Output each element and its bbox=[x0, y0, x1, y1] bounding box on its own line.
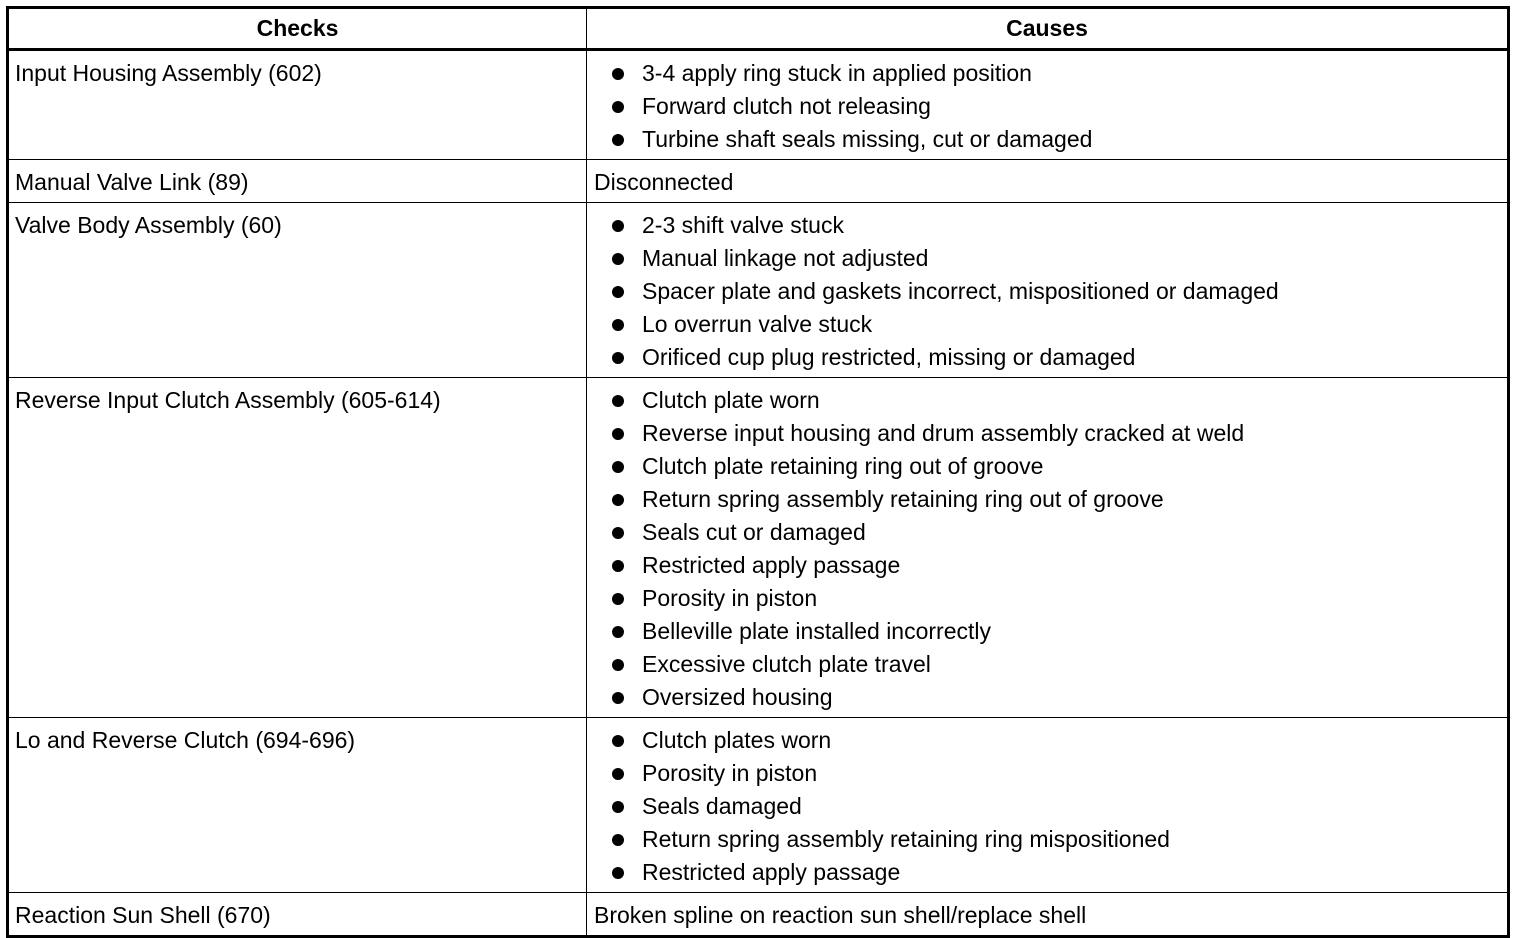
check-cell bbox=[8, 378, 587, 718]
cause-text: Turbine shaft seals missing, cut or damaged bbox=[642, 126, 1093, 152]
cause-text: Forward clutch not releasing bbox=[642, 93, 931, 119]
list-item bbox=[587, 757, 1507, 790]
checks-causes-table bbox=[6, 6, 1510, 938]
list-item bbox=[587, 450, 1507, 483]
bullet-icon bbox=[612, 834, 624, 846]
bullet-icon bbox=[612, 428, 624, 440]
check-cell bbox=[8, 160, 587, 203]
bullet-icon bbox=[612, 801, 624, 813]
cause-text: 3-4 apply ring stuck in applied position bbox=[642, 60, 1032, 86]
bullet-icon bbox=[612, 692, 624, 704]
cause-cell bbox=[587, 50, 1509, 160]
list-item bbox=[587, 308, 1507, 341]
bullet-icon bbox=[612, 319, 624, 331]
header-checks: Checks bbox=[8, 8, 587, 50]
list-item bbox=[587, 615, 1507, 648]
list-item bbox=[587, 648, 1507, 681]
cause-list bbox=[587, 209, 1507, 374]
check-label: Valve Body Assembly (60) bbox=[15, 212, 282, 238]
list-item bbox=[587, 123, 1507, 156]
cause-text: Excessive clutch plate travel bbox=[642, 651, 931, 677]
check-label: Manual Valve Link (89) bbox=[15, 169, 249, 195]
table-header bbox=[8, 8, 1509, 50]
cause-text: Restricted apply passage bbox=[642, 552, 901, 578]
header-row bbox=[8, 8, 1509, 50]
table-row bbox=[8, 378, 1509, 718]
check-cell bbox=[8, 203, 587, 378]
cause-text: Lo overrun valve stuck bbox=[642, 311, 873, 337]
cause-text: Broken spline on reaction sun shell/replace shell bbox=[594, 902, 1087, 928]
check-label: Lo and Reverse Clutch (694-696) bbox=[15, 727, 356, 753]
bullet-icon bbox=[612, 560, 624, 572]
cause-text: Seals damaged bbox=[642, 793, 802, 819]
check-cell bbox=[8, 50, 587, 160]
header-causes: Causes bbox=[587, 8, 1509, 50]
cause-list bbox=[587, 384, 1507, 714]
cause-cell bbox=[587, 203, 1509, 378]
bullet-icon bbox=[612, 134, 624, 146]
table-row bbox=[8, 203, 1509, 378]
check-cell bbox=[8, 718, 587, 893]
cause-cell bbox=[587, 718, 1509, 893]
cause-text: Seals cut or damaged bbox=[642, 519, 866, 545]
bullet-icon bbox=[612, 626, 624, 638]
cause-text: Oversized housing bbox=[642, 684, 833, 710]
cause-text: Restricted apply passage bbox=[642, 859, 901, 885]
bullet-icon bbox=[612, 220, 624, 232]
bullet-icon bbox=[612, 253, 624, 265]
bullet-icon bbox=[612, 68, 624, 80]
cause-cell bbox=[587, 378, 1509, 718]
list-item bbox=[587, 790, 1507, 823]
cause-cell bbox=[587, 160, 1509, 203]
bullet-icon bbox=[612, 593, 624, 605]
bullet-icon bbox=[612, 659, 624, 671]
check-cell bbox=[8, 893, 587, 937]
cause-cell bbox=[587, 893, 1509, 937]
cause-text: 2-3 shift valve stuck bbox=[642, 212, 844, 238]
cause-text: Reverse input housing and drum assembly cracked at weld bbox=[642, 420, 1245, 446]
bullet-icon bbox=[612, 867, 624, 879]
cause-text: Belleville plate installed incorrectly bbox=[642, 618, 991, 644]
list-item bbox=[587, 417, 1507, 450]
cause-text: Clutch plate retaining ring out of groove bbox=[642, 453, 1044, 479]
cause-text: Porosity in piston bbox=[642, 585, 818, 611]
cause-list bbox=[587, 57, 1507, 156]
table-row bbox=[8, 718, 1509, 893]
cause-text: Manual linkage not adjusted bbox=[642, 245, 929, 271]
check-label: Input Housing Assembly (602) bbox=[15, 60, 322, 86]
table-body bbox=[8, 50, 1509, 937]
bullet-icon bbox=[612, 735, 624, 747]
list-item bbox=[587, 57, 1507, 90]
cause-text: Orificed cup plug restricted, missing or damaged bbox=[642, 344, 1136, 370]
list-item bbox=[587, 275, 1507, 308]
list-item bbox=[587, 242, 1507, 275]
bullet-icon bbox=[612, 101, 624, 113]
bullet-icon bbox=[612, 395, 624, 407]
list-item bbox=[587, 209, 1507, 242]
cause-text: Spacer plate and gaskets incorrect, mispositioned or damaged bbox=[642, 278, 1279, 304]
list-item bbox=[587, 341, 1507, 374]
list-item bbox=[587, 90, 1507, 123]
cause-text: Clutch plate worn bbox=[642, 387, 820, 413]
list-item bbox=[587, 384, 1507, 417]
list-item bbox=[587, 724, 1507, 757]
table-row bbox=[8, 50, 1509, 160]
list-item bbox=[587, 681, 1507, 714]
check-label: Reverse Input Clutch Assembly (605-614) bbox=[15, 387, 441, 413]
cause-text: Porosity in piston bbox=[642, 760, 818, 786]
list-item bbox=[587, 823, 1507, 856]
list-item bbox=[587, 483, 1507, 516]
bullet-icon bbox=[612, 352, 624, 364]
cause-list bbox=[587, 724, 1507, 889]
cause-text: Return spring assembly retaining ring mispositioned bbox=[642, 826, 1170, 852]
table-row bbox=[8, 893, 1509, 937]
list-item bbox=[587, 582, 1507, 615]
table-row bbox=[8, 160, 1509, 203]
bullet-icon bbox=[612, 768, 624, 780]
list-item bbox=[587, 549, 1507, 582]
cause-text: Return spring assembly retaining ring out of groove bbox=[642, 486, 1164, 512]
bullet-icon bbox=[612, 461, 624, 473]
bullet-icon bbox=[612, 286, 624, 298]
bullet-icon bbox=[612, 527, 624, 539]
cause-text: Clutch plates worn bbox=[642, 727, 832, 753]
check-label: Reaction Sun Shell (670) bbox=[15, 902, 271, 928]
list-item bbox=[587, 856, 1507, 889]
cause-text: Disconnected bbox=[594, 169, 734, 195]
bullet-icon bbox=[612, 494, 624, 506]
list-item bbox=[587, 516, 1507, 549]
